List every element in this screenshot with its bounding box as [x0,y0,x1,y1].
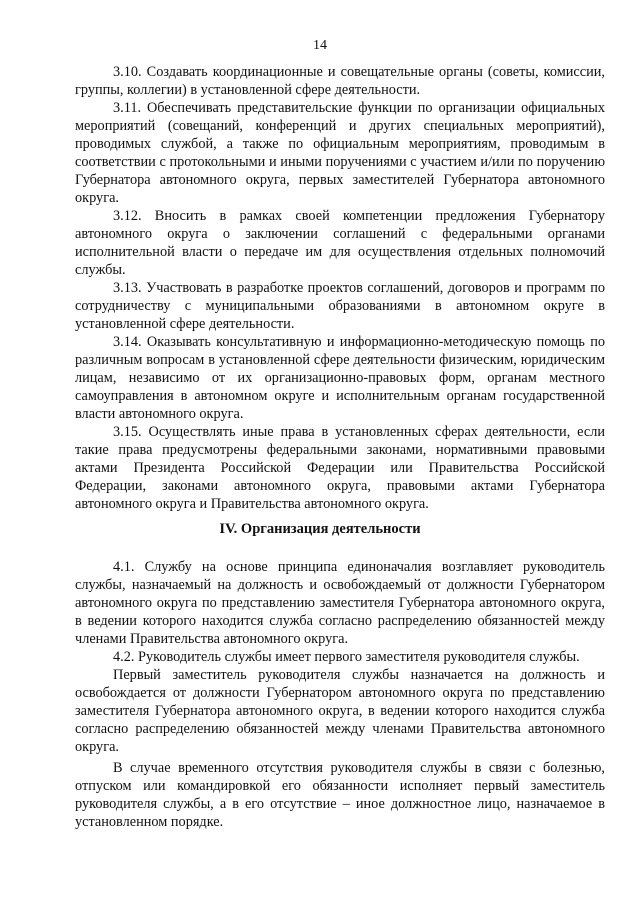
clause-4-2-first-deputy: Первый заместитель руководителя службы назначается на должность и освобождается от должности Губернатором автономного округа по представлению заместителя Губернатора автономного округа, в ведении которого находится служба согласно распределению обязанностей между членами Правительства автономного округа. [75,667,605,755]
clause-3-10: 3.10. Создавать координационные и совещательные органы (советы, комиссии, группы, коллегии) в установленной сфере деятельности. [75,64,605,98]
section-4-clauses [75,558,605,831]
clause-3-11: 3.11. Обеспечивать представительские функции по организации официальных мероприятий (совещаний, конференций и других специальных мероприятий), проводимых службой, а также по официальным мероприятиям, проводимым в соответствии с протокольными и иными поручениями с участием и/или по поручению Губернатора автономного округа, первых заместителей Губернатора автономного округа. [75,100,605,206]
clause-4-1: 4.1. Службу на основе принципа единоначалия возглавляет руководитель службы, назначаемый на должность и освобождаемый от должности Губернатором автономного округа по представлению заместителя Губернатора автономного округа, в ведении которого находится служба согласно распределению обязанностей между членами Правительства автономного округа. [75,559,605,647]
clause-3-12: 3.12. Вносить в рамках своей компетенции предложения Губернатору автономного округа о заключении соглашений с федеральными органами исполнительной власти о передаче им для осуществления отдельных полномочий службы. [75,208,605,278]
section-heading: IV. Организация деятельности [219,521,421,537]
clause-4-2: 4.2. Руководитель службы имеет первого заместителя руководителя службы. [113,649,580,665]
clause-3-13: 3.13. Участвовать в разработке проектов соглашений, договоров и программ по сотрудничеству с муниципальными образованиями в автономном округе в установленной сфере деятельности. [75,280,605,332]
clause-3-14: 3.14. Оказывать консультативную и информационно-методическую помощь по различным вопросам в установленной сфере деятельности физическим, юридическим лицам, независимо от их организационно-правовых форм, органам местного самоуправления в автономном округе и исполнительным органам государственной власти автономного округа. [75,334,605,422]
clause-3-15: 3.15. Осуществлять иные права в установленных сферах деятельности, если такие права предусмотрены федеральными законами, нормативными правовыми актами Президента Российской Федерации или Правительства Российской Федерации, законами автономного округа, правовыми актами Губернатора автономного округа и Правительства автономного округа. [75,424,605,512]
page-number: 14 [313,38,327,53]
clause-4-2-absence: В случае временного отсутствия руководителя службы в связи с болезнью, отпуском или командировкой его обязанности исполняет первый заместитель руководителя службы, а в его отсутствие – иное должностное лицо, назначаемое в установленном порядке. [75,760,605,830]
section-3-clauses [75,63,605,513]
